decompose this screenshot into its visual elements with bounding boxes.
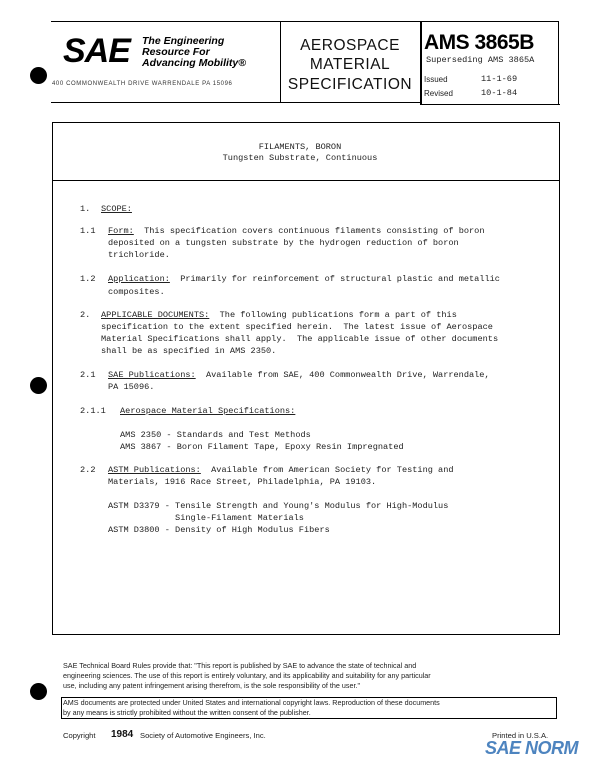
- text: The following publications form a part of this: [209, 310, 457, 320]
- spec-subtitle: Tungsten Substrate, Continuous: [222, 153, 378, 163]
- header-divider: [280, 21, 281, 102]
- paragraph: [108, 226, 484, 236]
- title-separator: [52, 180, 560, 181]
- paragraph: [108, 274, 500, 284]
- sae-address: 400 COMMONWEALTH DRIVE WARRENDALE PA 15096: [52, 81, 233, 87]
- reference-item: AMS 2350 - Standards and Test Methods: [120, 430, 311, 440]
- doc-type-line: SPECIFICATION: [287, 76, 413, 93]
- protect-line: AMS documents are protected under United States and international copyright laws. Reproduction of these documents: [63, 698, 440, 707]
- punch-hole: [30, 67, 47, 84]
- header-divider: [558, 21, 559, 104]
- header-bottom-rule: [51, 102, 420, 103]
- text: Available from American Society for Testing and: [200, 465, 454, 475]
- reference-item: AMS 3867 - Boron Filament Tape, Epoxy Resin Impregnated: [120, 442, 404, 452]
- section-heading: APPLICABLE DOCUMENTS:: [101, 310, 210, 320]
- header-top-rule: [51, 21, 558, 22]
- header-divider: [420, 21, 422, 104]
- punch-hole: [30, 377, 47, 394]
- section-heading: Application:: [108, 274, 170, 284]
- doc-type-line: AEROSPACE: [300, 37, 400, 54]
- header-bottom-rule-right: [420, 104, 560, 105]
- section-heading: SCOPE:: [101, 204, 132, 214]
- rules-line: engineering sciences. The use of this report is entirely voluntary, and its applicability and suitability for any particular: [63, 671, 431, 680]
- section-number: 2.1: [80, 370, 96, 380]
- section-heading: Aerospace Material Specifications:: [120, 406, 296, 416]
- paragraph-line: specification to the extent specified herein. The latest issue of Aerospace: [101, 322, 493, 332]
- revised-label: Revised: [424, 89, 453, 98]
- copyright-label: Copyright: [63, 731, 96, 740]
- section-number: 1.1: [80, 226, 96, 236]
- paragraph-line: PA 15096.: [108, 382, 155, 392]
- tagline-line: Resource For: [142, 46, 210, 58]
- paragraph: [101, 310, 457, 320]
- section-number: 2.: [80, 310, 91, 320]
- watermark-logo: SAE NORM: [485, 738, 579, 758]
- sae-logo: SAE: [63, 32, 130, 70]
- superseding: Superseding AMS 3865A: [426, 55, 535, 65]
- rules-line: use, including any patent infringement arising therefrom, is the sole responsibility of the user.": [63, 681, 360, 690]
- paragraph-line: Materials, 1916 Race Street, Philadelphia, PA 19103.: [108, 477, 377, 487]
- spec-title: FILAMENTS, BORON: [258, 142, 342, 152]
- revised-date: 10-1-84: [481, 88, 518, 98]
- reference-item: Single-Filament Materials: [108, 513, 304, 523]
- section-number: 1.2: [80, 274, 96, 284]
- tagline-line: Advancing Mobility®: [142, 57, 246, 69]
- paragraph-line: trichloride.: [108, 250, 170, 260]
- section-number: 2.2: [80, 465, 96, 475]
- section-heading: SAE Publications:: [108, 370, 196, 380]
- copyright-year: 1984: [111, 729, 134, 740]
- tagline-line: The Engineering: [142, 35, 225, 47]
- issued-label: Issued: [424, 75, 448, 84]
- paragraph-line: shall be as specified in AMS 2350.: [101, 346, 277, 356]
- ams-number: AMS 3865B: [424, 31, 534, 54]
- society-name: Society of Automotive Engineers, Inc.: [140, 731, 266, 740]
- paragraph: [108, 370, 490, 380]
- section-number: 2.1.1: [80, 406, 106, 416]
- text: Primarily for reinforcement of structural plastic and metallic: [169, 274, 500, 284]
- section-heading: ASTM Publications:: [108, 465, 201, 475]
- text: Available from SAE, 400 Commonwealth Drive, Warrendale,: [195, 370, 490, 380]
- section-heading: Form:: [108, 226, 134, 236]
- section-number: 1.: [80, 204, 91, 214]
- protect-line: by any means is strictly prohibited without the written consent of the publisher.: [63, 708, 311, 717]
- paragraph-line: composites.: [108, 287, 165, 297]
- punch-hole: [30, 683, 47, 700]
- paragraph-line: Material Specifications shall apply. The applicable issue of other documents: [101, 334, 499, 344]
- printed-in: Printed in U.S.A.: [492, 731, 549, 740]
- paragraph-line: deposited on a tungsten substrate by the hydrogen reduction of boron: [108, 238, 459, 248]
- reference-item: ASTM D3800 - Density of High Modulus Fibers: [108, 525, 330, 535]
- paragraph: [108, 465, 454, 475]
- rules-line: SAE Technical Board Rules provide that: "This report is published by SAE to advance the state of technical and: [63, 661, 417, 670]
- issued-date: 11-1-69: [481, 74, 518, 84]
- reference-item: ASTM D3379 - Tensile Strength and Young's Modulus for High-Modulus: [108, 501, 449, 511]
- doc-type-line: MATERIAL: [309, 56, 391, 73]
- text: This specification covers continuous filaments consisting of boron: [133, 226, 485, 236]
